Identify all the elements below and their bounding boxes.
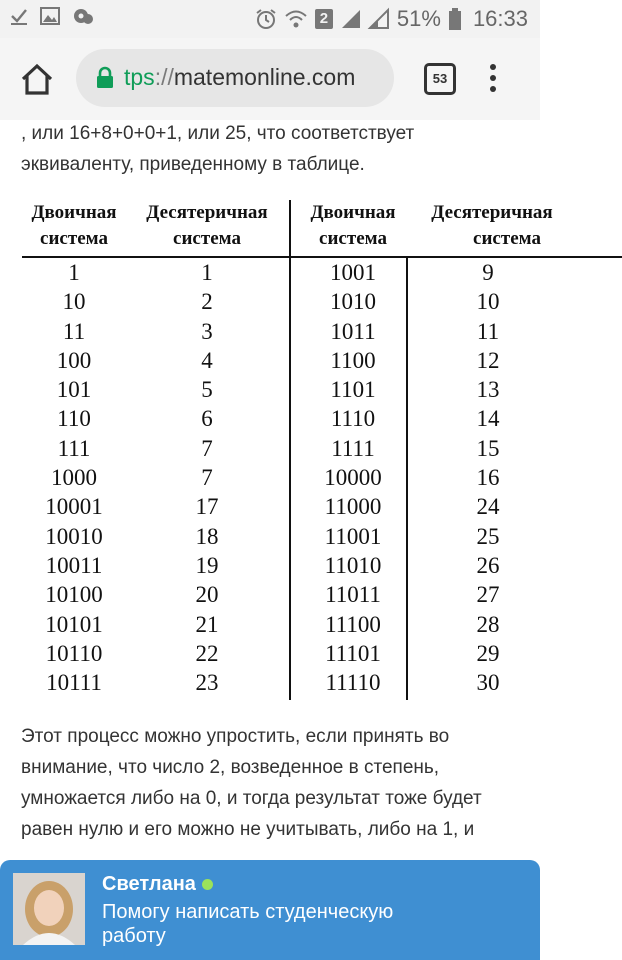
table-cell: 10001	[45, 494, 103, 520]
table-cell: 3	[201, 318, 213, 344]
status-bar	[0, 0, 540, 38]
more-menu-icon[interactable]	[489, 64, 497, 94]
table-cell: 11100	[325, 611, 381, 637]
table-row	[22, 668, 622, 697]
table-row	[22, 580, 622, 609]
table-cell: 101	[56, 377, 92, 403]
sim2-icon: 2	[315, 9, 333, 29]
table-cell: 23	[195, 670, 219, 696]
table-cell: 28	[476, 611, 500, 637]
table-row	[22, 551, 622, 580]
table-cell: 10	[476, 289, 500, 315]
text-line: , или 16+8+0+0+1, или 25, что соответствует	[21, 123, 415, 144]
table-cell: 11011	[325, 582, 381, 608]
table-cell: 1	[201, 260, 213, 285]
table-cell: 110	[57, 406, 91, 432]
table-cell: 11000	[324, 494, 382, 520]
table-cell: 1101	[330, 377, 376, 403]
table-cell: 10100	[45, 582, 103, 608]
address-bar[interactable]	[76, 49, 394, 107]
table-cell: 1	[68, 260, 80, 285]
column-header: Двоичная система	[31, 202, 117, 249]
tab-switcher-button[interactable]: 53	[424, 63, 456, 95]
table-cell: 26	[476, 552, 500, 578]
table-row	[22, 492, 622, 521]
notification-icons	[10, 7, 94, 25]
agent-name: Светлана	[102, 873, 213, 896]
intro-paragraph	[21, 118, 531, 180]
table-body	[22, 258, 622, 697]
table-cell: 10111	[46, 670, 102, 696]
browser-toolbar	[0, 38, 540, 120]
table-cell: 11101	[325, 640, 381, 666]
image-icon	[40, 7, 60, 25]
clock: 16:33	[472, 6, 528, 31]
table-cell: 13	[476, 377, 500, 403]
url-text[interactable]: tps://matemonline.com	[124, 64, 356, 90]
avatar[interactable]	[13, 873, 85, 945]
table-cell: 100	[56, 347, 92, 373]
table-cell: 1110	[330, 406, 376, 432]
column-header: Десятеричная система	[146, 202, 268, 249]
text-line: равен нулю и его можно не учитывать, либо на 1, и	[21, 819, 475, 840]
table-cell: 1001	[330, 260, 376, 285]
signal-icon	[341, 9, 361, 29]
table-cell: 10000	[324, 465, 382, 491]
table-row	[22, 463, 622, 492]
conversion-table	[22, 200, 553, 700]
table-cell: 4	[201, 347, 213, 373]
table-cell: 1111	[331, 435, 375, 461]
column-header: Десятеричная система	[431, 202, 553, 249]
table-cell: 21	[195, 611, 219, 637]
body-paragraph	[21, 721, 541, 845]
table-cell: 111	[57, 435, 91, 461]
table-row	[22, 287, 622, 316]
battery-icon	[449, 8, 461, 30]
table-cell: 7	[201, 435, 213, 461]
table-header	[22, 200, 622, 258]
table-row	[22, 522, 622, 551]
table-row	[22, 258, 622, 287]
battery-percent: 51%	[396, 6, 441, 31]
table-row	[22, 346, 622, 375]
table-cell: 1011	[330, 318, 376, 344]
page-content	[0, 120, 553, 860]
table-cell: 12	[476, 347, 500, 373]
table-row	[22, 375, 622, 404]
table-cell: 14	[476, 406, 500, 432]
table-cell: 16	[476, 465, 500, 491]
table-row	[22, 434, 622, 463]
table-cell: 27	[476, 582, 500, 608]
text-line: умножается либо на 0, и тогда результат тоже будет	[21, 788, 482, 809]
column-header: Двоичная система	[310, 202, 396, 249]
table-row	[22, 610, 622, 639]
lock-icon	[96, 67, 114, 89]
table-cell: 10110	[45, 640, 103, 666]
table-cell: 29	[476, 640, 500, 666]
table-row	[22, 639, 622, 668]
table-cell: 15	[476, 435, 500, 461]
table-row	[22, 404, 622, 433]
table-cell: 24	[476, 494, 500, 520]
table-cell: 10101	[45, 611, 103, 637]
table-cell: 1000	[51, 465, 97, 491]
table-cell: 11001	[324, 523, 382, 549]
table-cell: 11	[476, 318, 500, 344]
table-cell: 22	[195, 640, 219, 666]
person-avatar-icon	[13, 873, 85, 945]
wifi-icon	[285, 9, 307, 29]
text-line: внимание, что число 2, возведенное в степень,	[21, 757, 440, 778]
table-cell: 11	[62, 318, 86, 344]
text-line: Этот процесс можно упростить, если принять во	[21, 726, 450, 747]
table-cell: 1100	[330, 347, 376, 373]
table-cell: 10011	[45, 552, 103, 578]
table-cell: 11010	[324, 552, 382, 578]
online-status-icon	[202, 879, 213, 890]
table-cell: 25	[476, 523, 500, 549]
settings-cloud-icon	[72, 7, 94, 25]
signal-icon	[369, 9, 389, 29]
table-cell: 19	[195, 552, 219, 578]
table-cell: 18	[195, 523, 219, 549]
table-cell: 10010	[45, 523, 103, 549]
table-cell: 1010	[330, 289, 376, 315]
system-icons	[255, 0, 528, 38]
table-row	[22, 317, 622, 346]
table-cell: 20	[195, 582, 219, 608]
table-cell: 9	[482, 260, 494, 285]
chat-message: Помогу написать студенческую работу	[102, 901, 394, 947]
home-icon[interactable]	[20, 62, 54, 96]
table-cell: 17	[195, 494, 219, 520]
alarm-icon	[255, 8, 277, 30]
table-cell: 6	[201, 406, 213, 432]
table-cell: 2	[201, 289, 213, 315]
chat-widget[interactable]	[0, 860, 540, 960]
table-cell: 10	[62, 289, 86, 315]
table-cell: 11110	[325, 670, 381, 696]
table-cell: 5	[201, 377, 213, 403]
table-cell: 30	[476, 670, 500, 696]
text-line: эквиваленту, приведенному в таблице.	[21, 154, 365, 175]
check-icon	[10, 7, 28, 25]
table-cell: 7	[201, 465, 213, 491]
